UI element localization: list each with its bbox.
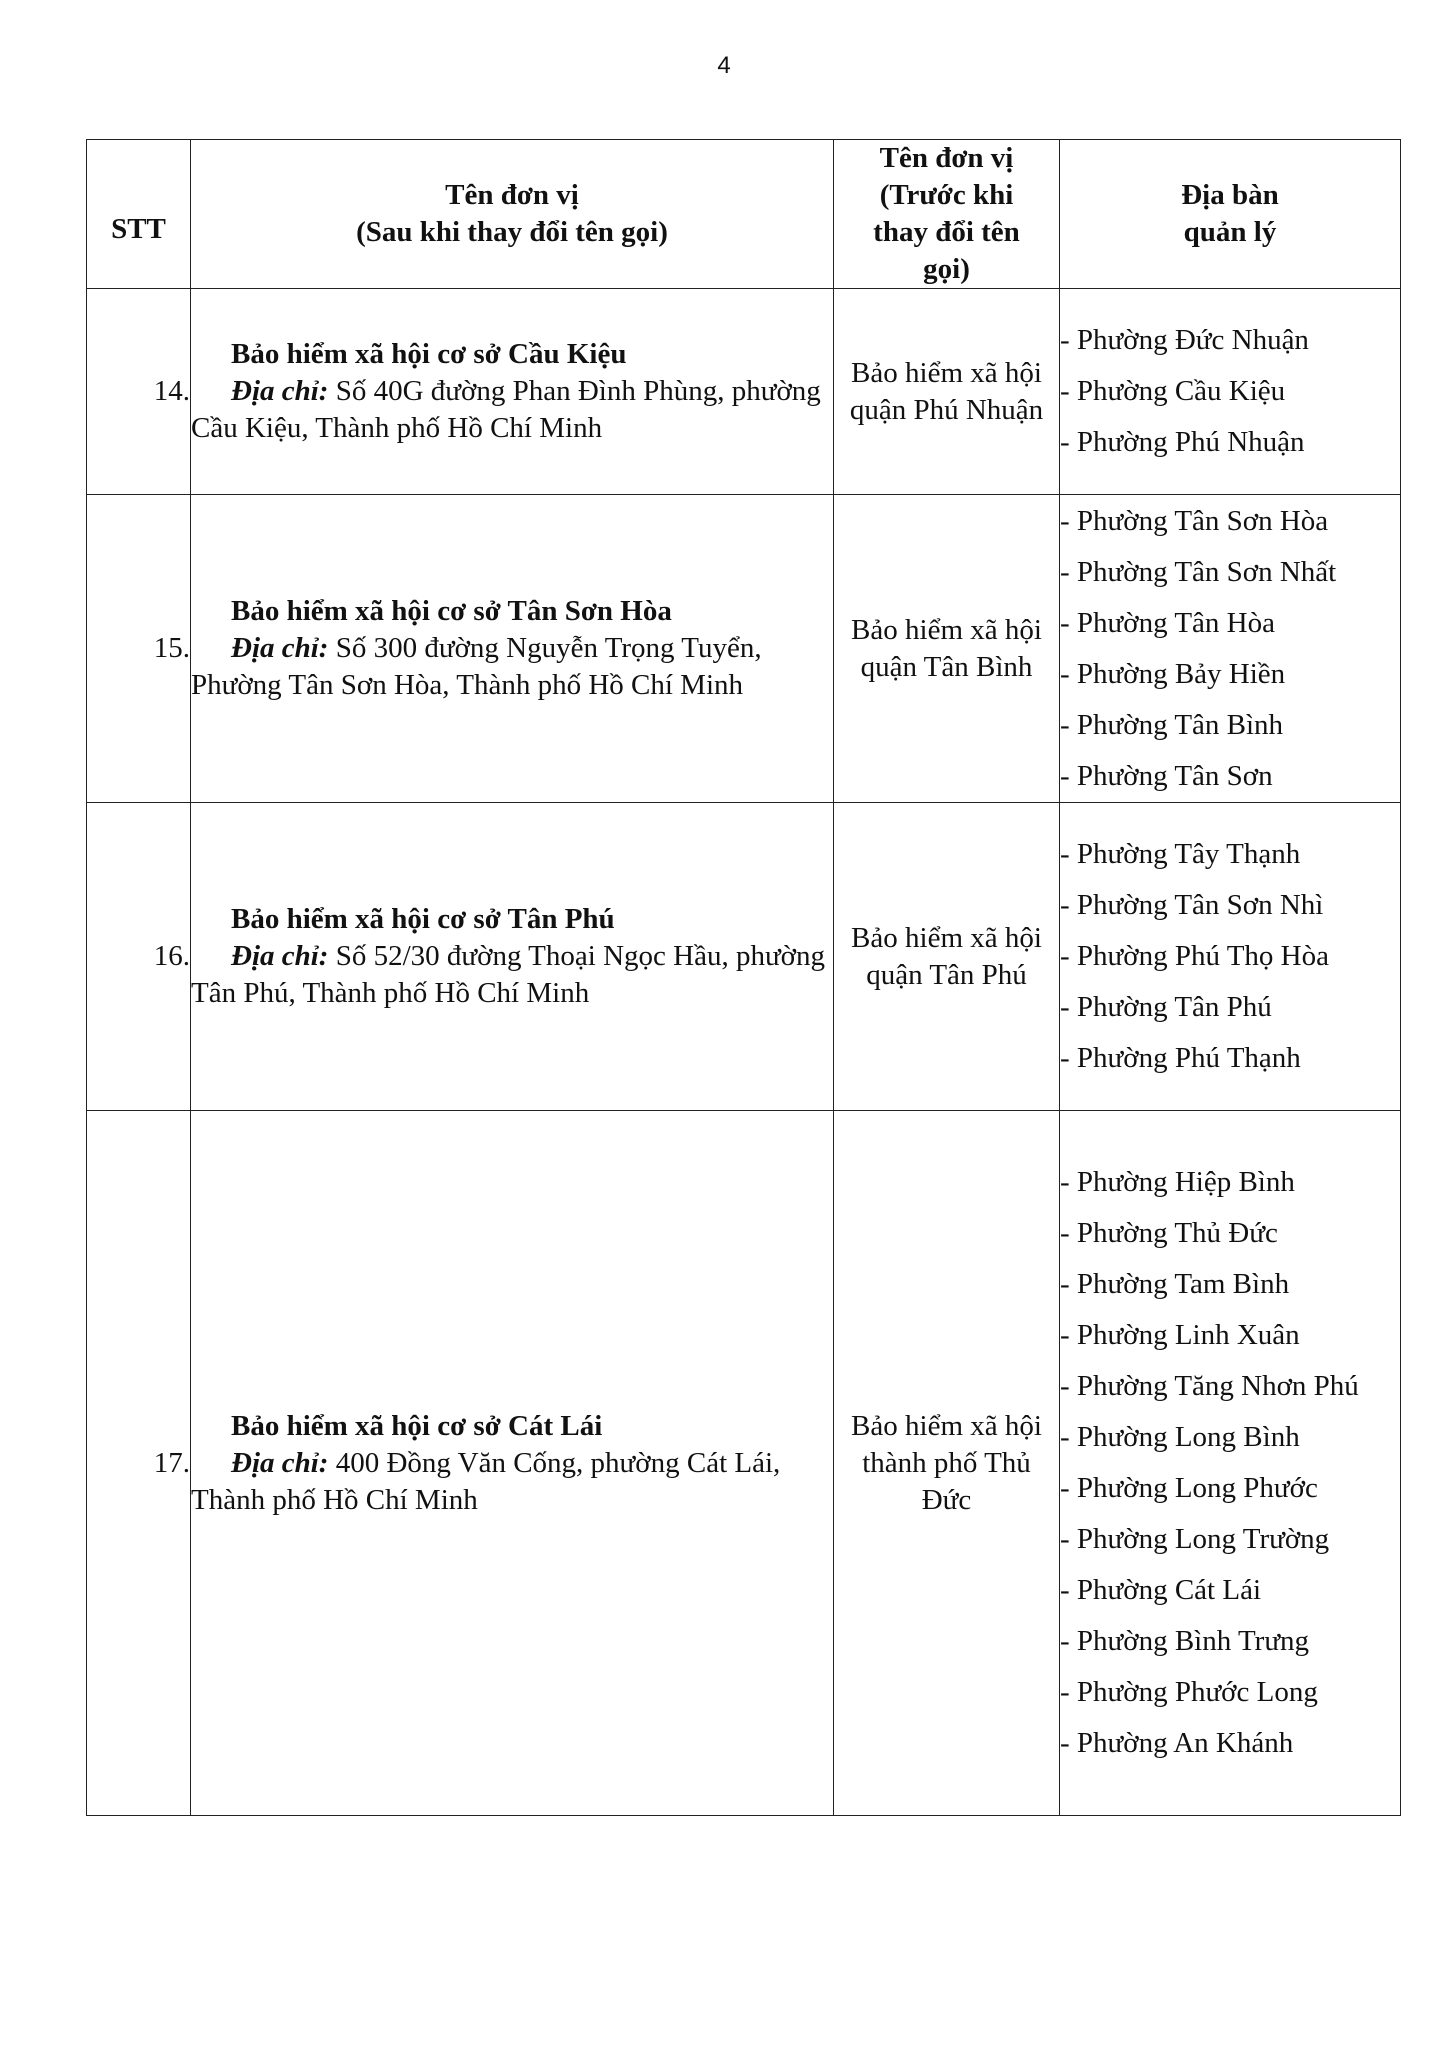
ward-item: - Phường Tân Hòa (1060, 606, 1275, 639)
ward-item: - Phường Hiệp Bình (1060, 1166, 1295, 1198)
ward-item: - Phường Tăng Nhơn Phú (1060, 1370, 1359, 1402)
ward-item: - Phường Phú Thọ Hòa (1060, 940, 1329, 972)
ward-item: - Phường Tân Sơn Nhất (1060, 555, 1337, 588)
ward-item: - Phường Phú Thạnh (1060, 1042, 1301, 1074)
ward-item: - Phường Bảy Hiền (1060, 657, 1286, 690)
header-name (191, 140, 834, 289)
ward-item: - Phường Phước Long (1060, 1676, 1318, 1708)
unit-name: Bảo hiểm xã hội cơ sở Cát Lái (231, 1409, 603, 1442)
unit-address (191, 630, 833, 704)
table-row (87, 495, 1401, 803)
address-text: Số 40G đường Phan Đình Phùng, phường Cầu Kiệu, Thành phố Hồ Chí Minh (191, 375, 821, 444)
unit-name: Bảo hiểm xã hội cơ sở Tân Phú (231, 903, 615, 935)
header-area-line1: Địa bàn (1181, 179, 1279, 211)
ward-item: - Phường Tân Sơn Nhì (1060, 889, 1324, 921)
address-label: Địa chỉ: (231, 632, 329, 664)
unit-name: Bảo hiểm xã hội cơ sở Tân Sơn Hòa (231, 595, 672, 627)
header-area-line2: quản lý (1183, 216, 1277, 248)
ward-list (1060, 1111, 1401, 1816)
row-stt: 15. (87, 495, 191, 803)
table-row (87, 803, 1401, 1111)
address-label: Địa chỉ: (231, 375, 329, 407)
ward-item: - Phường Tam Bình (1060, 1268, 1290, 1300)
ward-item: - Phường Tây Thạnh (1060, 838, 1301, 870)
ward-item: - Phường An Khánh (1060, 1727, 1294, 1759)
ward-item: - Phường Thủ Đức (1060, 1217, 1278, 1249)
address-text: 400 Đồng Văn Cống, phường Cát Lái, Thành phố Hồ Chí Minh (191, 1446, 781, 1516)
prev-unit-name: Bảo hiểm xã hội thành phố Thủ Đức (834, 1111, 1060, 1816)
ward-item: - Phường Phú Nhuận (1060, 426, 1305, 458)
address-label: Địa chỉ: (231, 1446, 329, 1479)
prev-unit-name: Bảo hiểm xã hội quận Tân Phú (834, 803, 1060, 1111)
ward-item: - Phường Tân Bình (1060, 708, 1284, 741)
row-unit-cell (191, 1111, 834, 1816)
unit-address (191, 1445, 833, 1519)
row-stt: 16. (87, 803, 191, 1111)
ward-item: - Phường Long Phước (1060, 1472, 1318, 1504)
ward-item: - Phường Cầu Kiệu (1060, 375, 1286, 407)
row-unit-cell (191, 289, 834, 495)
header-name-line1: Tên đơn vị (445, 179, 579, 211)
unit-address (191, 373, 833, 447)
header-name-line2: (Sau khi thay đổi tên gọi) (356, 216, 668, 248)
ward-item: - Phường Long Trường (1060, 1523, 1330, 1555)
header-area (1060, 140, 1401, 289)
ward-item: - Phường Bình Trưng (1060, 1625, 1310, 1657)
header-row (87, 140, 1401, 289)
ward-item: - Phường Tân Phú (1060, 991, 1272, 1023)
unit-name: Bảo hiểm xã hội cơ sở Cầu Kiệu (231, 338, 627, 370)
address-label: Địa chỉ: (231, 940, 329, 972)
table-row (87, 1111, 1401, 1816)
ward-list (1060, 803, 1401, 1111)
unit-table (86, 139, 1401, 1816)
row-stt: 17. (87, 1111, 191, 1816)
header-prev-name: Tên đơn vị (Trước khi thay đổi tên gọi) (834, 140, 1060, 289)
ward-item: - Phường Tân Sơn (1060, 759, 1273, 792)
row-unit-cell (191, 803, 834, 1111)
header-stt: STT (87, 140, 191, 289)
address-text: Số 300 đường Nguyễn Trọng Tuyển, Phường Tân Sơn Hòa, Thành phố Hồ Chí Minh (191, 632, 762, 701)
prev-unit-name: Bảo hiểm xã hội quận Tân Bình (834, 495, 1060, 803)
row-stt: 14. (87, 289, 191, 495)
prev-unit-name: Bảo hiểm xã hội quận Phú Nhuận (834, 289, 1060, 495)
ward-item: - Phường Linh Xuân (1060, 1319, 1300, 1351)
address-text: Số 52/30 đường Thoại Ngọc Hầu, phường Tân Phú, Thành phố Hồ Chí Minh (191, 940, 826, 1009)
ward-item: - Phường Đức Nhuận (1060, 324, 1309, 356)
page-number: 4 (717, 52, 731, 79)
unit-address (191, 938, 833, 1012)
ward-item: - Phường Tân Sơn Hòa (1060, 504, 1329, 537)
row-unit-cell (191, 495, 834, 803)
ward-item: - Phường Long Bình (1060, 1421, 1300, 1453)
ward-list (1060, 289, 1401, 495)
ward-item: - Phường Cát Lái (1060, 1574, 1262, 1606)
ward-list (1060, 495, 1401, 803)
table-row (87, 289, 1401, 495)
